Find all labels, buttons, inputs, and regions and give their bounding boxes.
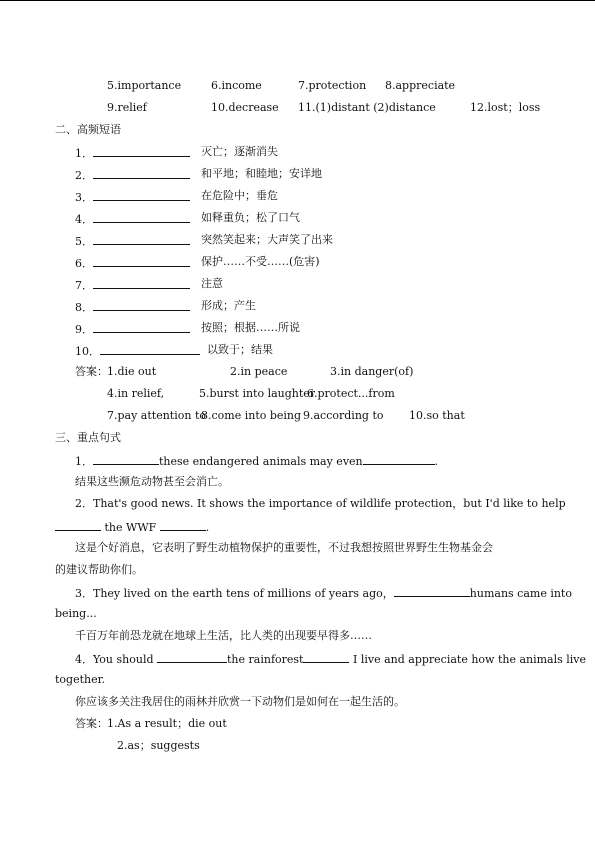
- sentence-1: 1． these endangered animals may even .: [75, 455, 439, 468]
- phrase-meaning: 灭亡；逐渐消失: [201, 145, 278, 158]
- phrase-meaning: 以致于；结果: [207, 343, 273, 356]
- vocab-answer: 5.importance: [107, 79, 182, 92]
- phrase-answer: 10.so that: [409, 409, 465, 422]
- phrase-answer: 3.in danger(of): [330, 365, 414, 378]
- phrase-answer: 4.in relief,: [107, 387, 165, 400]
- sentence-4-translation: 你应该多关注我居住的雨林并欣赏一下动物们是如何在一起生活的。: [75, 695, 405, 708]
- answers-label: 答案：: [75, 365, 108, 378]
- sentence-3-cont: being...: [55, 607, 97, 620]
- phrase-meaning: 在危险中；垂危: [201, 189, 278, 202]
- vocab-answer: 7.protection: [298, 79, 367, 92]
- sentence-answer: 1.As a result；die out: [107, 717, 227, 730]
- answer-blank: [93, 321, 190, 333]
- phrase-answer: 5.burst into laughter: [199, 387, 316, 400]
- sentence-3-translation: 千百万年前恐龙就在地球上生活，比人类的出现要早得多……: [75, 629, 372, 642]
- answer-blank: [303, 651, 349, 663]
- phrase-meaning: 如释重负；松了口气: [201, 211, 300, 224]
- answer-blank: [93, 167, 190, 179]
- answer-blank: [93, 145, 190, 157]
- sentence-4-cont: together.: [55, 673, 106, 686]
- answer-blank: [100, 343, 200, 355]
- sentence-2-cont: the WWF .: [55, 519, 209, 535]
- answer-blank: [93, 233, 190, 245]
- sentence-3: 3．They lived on the earth tens of millions of years ago， humans came into: [75, 587, 572, 600]
- phrase-meaning: 注意: [201, 277, 223, 290]
- phrase-item: 2．: [75, 167, 190, 183]
- phrase-item: 1．: [75, 145, 190, 161]
- section-heading: 三、重点句式: [55, 431, 121, 444]
- answer-blank: [93, 453, 159, 465]
- vocab-answer: 8.appreciate: [385, 79, 456, 92]
- phrase-answer: 6.protect...from: [307, 387, 395, 400]
- phrase-answer: 9.according to: [303, 409, 384, 422]
- sentence-answer: 2.as；suggests: [117, 739, 200, 752]
- answers-label: 答案：: [75, 717, 108, 730]
- sentence-2-translation-cont: 的建议帮助你们。: [55, 563, 143, 576]
- phrase-meaning: 形成；产生: [201, 299, 256, 312]
- vocab-answer: 10.decrease: [211, 101, 279, 114]
- answer-blank: [394, 585, 470, 597]
- vocab-answer: 6.income: [211, 79, 262, 92]
- phrase-answer: 7.pay attention to: [107, 409, 206, 422]
- answer-blank: [93, 211, 190, 223]
- phrase-item: 7．: [75, 277, 190, 293]
- phrase-meaning: 按照；根据……所说: [201, 321, 300, 334]
- vocab-answer: 9.relief: [107, 101, 147, 114]
- phrase-item: 6．: [75, 255, 190, 271]
- answer-blank: [93, 189, 190, 201]
- phrase-item: 5．: [75, 233, 190, 249]
- answer-blank: [93, 299, 190, 311]
- phrase-meaning: 突然笑起来；大声笑了出来: [201, 233, 333, 246]
- phrase-meaning: 和平地；和睦地；安详地: [201, 167, 322, 180]
- vocab-answer: 11.(1)distant (2)distance: [298, 101, 436, 114]
- answer-blank: [160, 519, 206, 531]
- phrase-item: 4．: [75, 211, 190, 227]
- answer-blank: [93, 277, 190, 289]
- sentence-1-translation: 结果这些濒危动物甚至会消亡。: [75, 475, 229, 488]
- phrase-item: 8．: [75, 299, 190, 315]
- answer-blank: [93, 255, 190, 267]
- phrase-item: 3．: [75, 189, 190, 205]
- answer-blank: [157, 651, 227, 663]
- section-heading: 二、高频短语: [55, 123, 121, 136]
- vocab-answer: 12.lost；loss: [470, 101, 541, 114]
- phrase-answer: 8.come into being: [201, 409, 302, 422]
- sentence-2: 2．That's good news. It shows the importance of wildlife protection，but I'd like to help: [75, 497, 566, 510]
- page-top-border: [0, 0, 595, 1]
- phrase-meaning: 保护……不受……(危害): [201, 255, 320, 268]
- phrase-answer: 1.die out: [107, 365, 157, 378]
- phrase-item: 10．: [75, 343, 200, 359]
- sentence-2-translation: 这是个好消息，它表明了野生动植物保护的重要性，不过我想按照世界野生生物基金会: [75, 541, 493, 554]
- answer-blank: [55, 519, 101, 531]
- sentence-4: 4．You should the rainforest I live and appreciate how the animals live: [75, 653, 587, 666]
- phrase-item: 9．: [75, 321, 190, 337]
- answer-blank: [363, 453, 435, 465]
- phrase-answer: 2.in peace: [230, 365, 288, 378]
